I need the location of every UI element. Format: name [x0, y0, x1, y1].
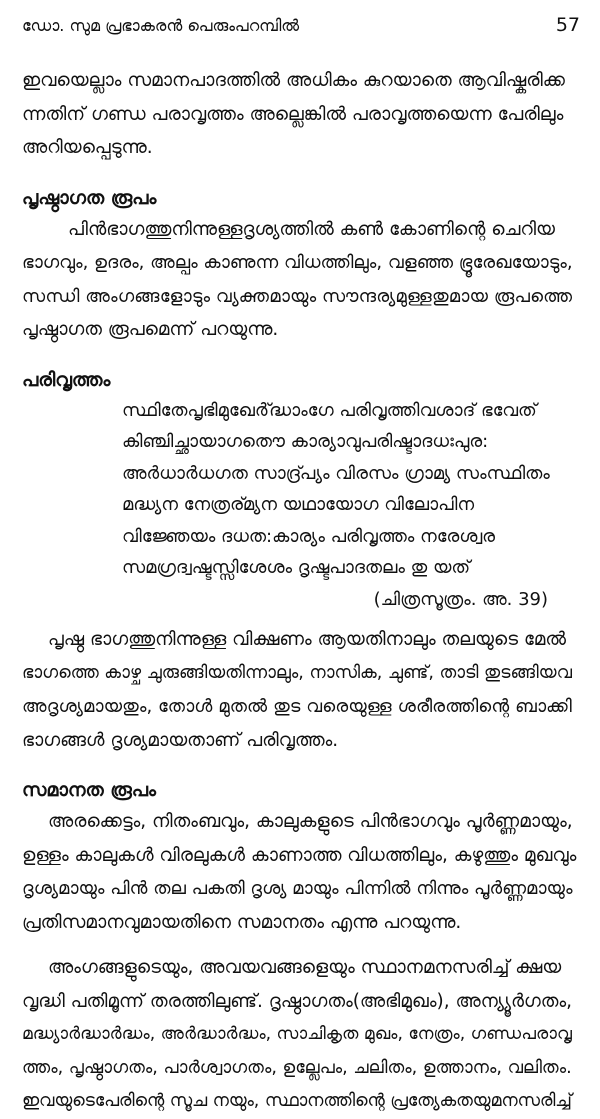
text-line: ന്നതിന് ഗണ്ഡ പരാവൃത്തം അല്ലെങ്കിൽ പരാവൃത്തയെന്ന പേരിലും	[22, 103, 564, 125]
verse-citation: (ചിത്രസൂത്രം. അ. 39)	[373, 588, 548, 610]
page-body	[22, 64, 578, 1119]
text-line: അംഗങ്ങളുടെയും, അവയവങ്ങളെയും സ്ഥാനമനസരിച്ച് ക്ഷയ	[48, 957, 562, 978]
text-line: ഭാഗത്തെ കാഴ്ച ചുരുങ്ങിയതിന്നാലും, നാസിക, ചുണ്ട്, താടി തുടങ്ങിയവ	[22, 662, 572, 683]
text-line: ഉള്ളം കാലുകൾ വിരലുകൾ കാണാത്ത വിധത്തിലും, കഴുത്തും മുഖവും	[22, 844, 577, 866]
text-line: ത്തം, പൃഷ്ഠാഗതം, പാർശ്വാഗതം, ഉല്ലേപം, ചലിതം, ഉത്താനം, വലിതം.	[22, 1057, 572, 1078]
parivrittam-paragraph	[22, 623, 578, 757]
section-heading-samanata: സമാനത രൂപം	[22, 779, 156, 801]
text-line: ഭാഗവും, ഉദരം, അല്പം കാണുന്ന വിധത്തിലും, വളഞ്ഞ ഭ്രൂരേഖയോടും,	[22, 252, 573, 273]
text-line: അദൃശ്യമായതും, തോൾ മുതൽ തുട വരെയുള്ള ശരീരത്തിന്റെ ബാക്കി	[22, 696, 572, 717]
text-line: ഇവയുടെപേരിന്റെ സൂച നയും, സ്ഥാനത്തിന്റെ പ്രത്യേകതയുമനസരിച്ച്	[22, 1091, 572, 1111]
verse-line: സമഗ്രദ്വഷ്ടസ്സിശേശം ദൃഷ്ടപാദതലം തു യത്	[122, 557, 471, 578]
text-line: പ്രതിസമാനവുമായതിനെ സമാനതം എന്നു പറയുന്നു.	[22, 911, 462, 933]
verse-line: മദ്ധ്യന നേത്രര്മ്യന യഥായോഗ വിലോപിന	[122, 494, 475, 515]
section-heading-prishthagata: പൃഷ്ഠാഗത രൂപം	[22, 186, 157, 209]
page-header	[22, 14, 580, 36]
text-line: സന്ധി അംഗങ്ങളോടും വ്യക്തമായും സൗന്ദര്യമുള്ളതുമായ രൂപത്തെ	[22, 285, 573, 307]
text-line: അരക്കെട്ടം, നിതംബവും, കാലുകളുടെ പിൻഭാഗവും പൂർണ്ണമായും,	[48, 811, 573, 832]
text-line: മദ്ധ്യാർദ്ധാർദ്ധം, അർദ്ധാർദ്ധം, സാചികൃത മുഖം, നേത്രം, ഗണ്ഡപരാവൃ	[22, 1024, 573, 1044]
samanata-paragraph-2	[22, 951, 578, 1119]
text-line: പൃഷ്ഠ ഭാഗത്തുനിന്നുള്ള വിക്ഷണം ആയതിനാലും തലയുടെ മേൽ	[48, 629, 567, 650]
verse-line: അർധാർധഗത സാദ്ര്പ്യം വിരസം ഗ്രാമ്യ സംസ്ഥിതം	[122, 462, 550, 484]
section-heading-parivrittam: പരിവൃത്തം	[22, 368, 111, 391]
text-line: ഭാഗങ്ങൾ ദൃശ്യമായതാണ് പരിവൃത്തം.	[22, 729, 339, 751]
verse-line: കിഞ്ചിച്ഛായാഗതൌ കാര്യാവുപരിഷ്ടാദധഃപുര:	[122, 431, 489, 452]
running-title: ഡോ. സുമ പ്രഭാകരൻ പെരുംപറമ്പിൽ	[22, 16, 300, 35]
samanata-paragraph-1	[22, 805, 578, 939]
text-line: ദൃശ്യമായും പിൻ തല പകതി ദൃശ്യ മായും പിന്നിൽ നിന്നും പൂർണ്ണമായും	[22, 878, 573, 899]
verse-line: സ്ഥിതേപൃഭിമുഖേർ്ദ്ധാംഗേ പരിവൃത്തിവശാദ് ഭവേത്	[122, 399, 537, 421]
intro-paragraph	[22, 64, 578, 165]
text-line: പിൻഭാഗത്തുനിന്നുള്ളദൃശ്യത്തിൽ കൺ കോണിന്റെ ചെറിയ	[68, 218, 555, 240]
verse-line: വിജ്ഞേയം ദധത:കാര്യം പരിവൃത്തം നരേശ്വര	[122, 525, 496, 547]
prishthagata-paragraph	[22, 213, 578, 347]
text-line: അറിയപ്പെടുന്നു.	[22, 137, 153, 158]
text-line: ഇവയെല്ലാം സമാനപാദത്തിൽ അധികം കുറയാതെ ആവിഷ്കരിക്ക	[22, 70, 565, 91]
page-number: 57	[555, 14, 580, 36]
text-line: പൃഷ്ഠാഗത രൂപമെന്ന് പറയുന്നു.	[22, 319, 279, 340]
sanskrit-verse	[122, 395, 578, 616]
text-line: വൃദ്ധി പതിമൂന്ന് തരത്തിലുണ്ട്. ദൃഷ്ഠാഗതം(അഭിമുഖം), അന്യ്യൂർഗതം,	[22, 990, 573, 1012]
